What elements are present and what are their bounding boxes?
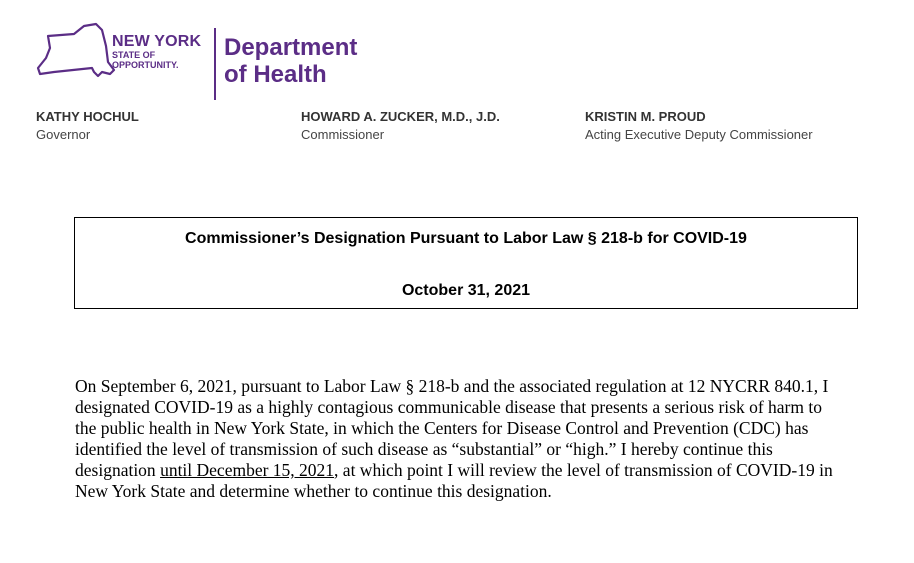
- official-name: KATHY HOCHUL: [36, 109, 139, 124]
- official-title: Acting Executive Deputy Commissioner: [585, 127, 813, 142]
- logo-divider: [214, 28, 216, 100]
- designation-title-box: [74, 217, 858, 309]
- dept-line2: of Health: [224, 61, 327, 88]
- new-york-state-outline-icon: [36, 22, 116, 84]
- document-date: October 31, 2021: [401, 282, 531, 299]
- paragraph-text-start: On September 6, 2021, pursuant to Labor Law § 218-b and the associated regulation at 12 NYCRR 840.1, I designated COVID-19 as a highly contagious communicable disease that presents a serious risk of harm to the public health in New York State, in which the Centers for Disease Control and Prevention (CDC) has identified the level of transmission of such disease as “substantial” or “high.” I hereby continue this designation: [75, 376, 829, 480]
- nys-line1: NEW YORK: [112, 33, 202, 50]
- document-title: Commissioner’s Designation Pursuant to Labor Law § 218-b for COVID-19: [185, 230, 747, 247]
- official-name: KRISTIN M. PROUD: [585, 109, 706, 124]
- nys-wordmark: [112, 34, 201, 70]
- official-commissioner: [301, 108, 500, 144]
- paragraph-text-end: , at which point I will review the level of transmission of COVID-19 in New York State and determine whether to continue this designation.: [75, 460, 833, 501]
- official-title: Commissioner: [301, 127, 385, 142]
- department-wordmark: [224, 34, 357, 88]
- nys-line3: OPPORTUNITY.: [112, 60, 179, 70]
- official-deputy-commissioner: [585, 108, 813, 144]
- designation-end-date: until December 15, 2021: [160, 460, 335, 480]
- dept-line1: Department: [224, 34, 358, 61]
- official-name: HOWARD A. ZUCKER, M.D., J.D.: [301, 109, 500, 124]
- official-title: Governor: [36, 127, 91, 142]
- official-governor: [36, 108, 139, 144]
- nys-doh-logo: [36, 22, 436, 102]
- designation-paragraph: [75, 376, 845, 502]
- nys-line2: STATE OF: [112, 50, 156, 60]
